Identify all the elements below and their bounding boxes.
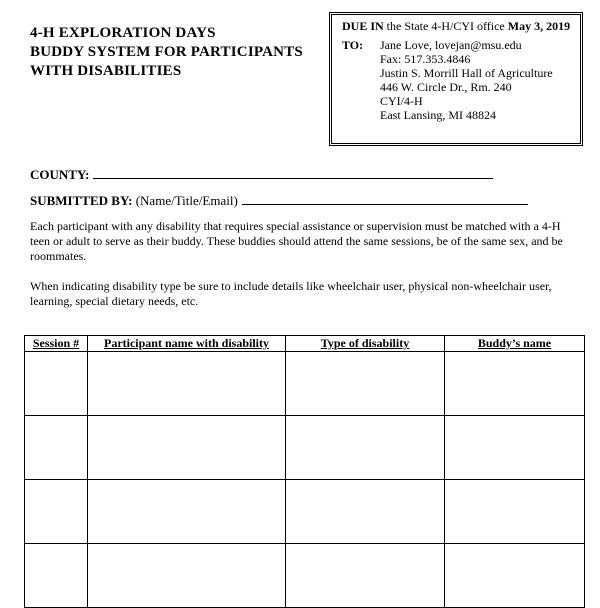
participant-cell[interactable] xyxy=(88,544,286,608)
table-row xyxy=(25,480,585,544)
to-department: CYI/4-H xyxy=(380,94,423,108)
disability-type-cell[interactable] xyxy=(286,480,445,544)
participant-cell[interactable] xyxy=(88,480,286,544)
buddy-table xyxy=(24,335,585,608)
session-cell[interactable] xyxy=(25,544,88,608)
to-address-block xyxy=(342,38,572,122)
due-office: the State 4-H/CYI office xyxy=(383,19,508,33)
header-disability-type: Type of disability xyxy=(286,336,445,352)
submitted-label: SUBMITTED BY: xyxy=(30,193,133,208)
header-buddy-name: Buddy’s name xyxy=(445,336,585,352)
due-prefix: DUE IN xyxy=(342,19,384,33)
disability-instructions: When indicating disability type be sure to include details like wheelchair user, physical non-wheelchair user, learning, special dietary needs, etc. xyxy=(30,279,552,308)
title-line-3: WITH DISABILITIES xyxy=(30,63,182,79)
form-title xyxy=(30,24,303,81)
title-line-1: 4-H EXPLORATION DAYS xyxy=(30,25,216,41)
buddy-name-cell[interactable] xyxy=(445,480,585,544)
due-line xyxy=(342,19,572,33)
county-field xyxy=(30,166,493,183)
title-line-2: BUDDY SYSTEM FOR PARTICIPANTS xyxy=(30,44,303,60)
to-city: East Lansing, MI 48824 xyxy=(380,108,496,122)
to-street: 446 W. Circle Dr., Rm. 240 xyxy=(380,80,512,94)
participant-cell[interactable] xyxy=(88,352,286,416)
session-cell[interactable] xyxy=(25,416,88,480)
session-cell[interactable] xyxy=(25,480,88,544)
to-building: Justin S. Morrill Hall of Agriculture xyxy=(380,66,553,80)
table-header-row xyxy=(25,336,585,352)
disability-type-cell[interactable] xyxy=(286,352,445,416)
due-info-box xyxy=(329,12,583,146)
participant-cell[interactable] xyxy=(88,416,286,480)
submitted-hint: (Name/Title/Email) xyxy=(132,193,238,208)
submitted-input-line[interactable] xyxy=(242,192,528,205)
to-fax: Fax: 517.353.4846 xyxy=(380,52,471,66)
submitted-by-field xyxy=(30,192,528,209)
table-row xyxy=(25,352,585,416)
due-date: May 3, 2019 xyxy=(507,19,571,33)
buddy-name-cell[interactable] xyxy=(445,416,585,480)
buddy-name-cell[interactable] xyxy=(445,544,585,608)
county-input-line[interactable] xyxy=(93,166,493,179)
buddy-instructions: Each participant with any disability that requires special assistance or supervision must be matched with a 4-H teen or adult to serve as their buddy. These buddies should attend the same sessions, be of the same sex, and be roommates. xyxy=(30,219,563,263)
table-row xyxy=(25,544,585,608)
county-label: COUNTY: xyxy=(30,167,90,182)
table-row xyxy=(25,416,585,480)
to-address-lines xyxy=(380,38,553,122)
disability-type-cell[interactable] xyxy=(286,416,445,480)
to-label: TO: xyxy=(342,38,364,52)
disability-type-cell[interactable] xyxy=(286,544,445,608)
session-cell[interactable] xyxy=(25,352,88,416)
header-session: Session # xyxy=(25,336,88,352)
header-participant: Participant name with disability xyxy=(88,336,286,352)
to-contact: Jane Love, lovejan@msu.edu xyxy=(380,38,522,52)
buddy-name-cell[interactable] xyxy=(445,352,585,416)
